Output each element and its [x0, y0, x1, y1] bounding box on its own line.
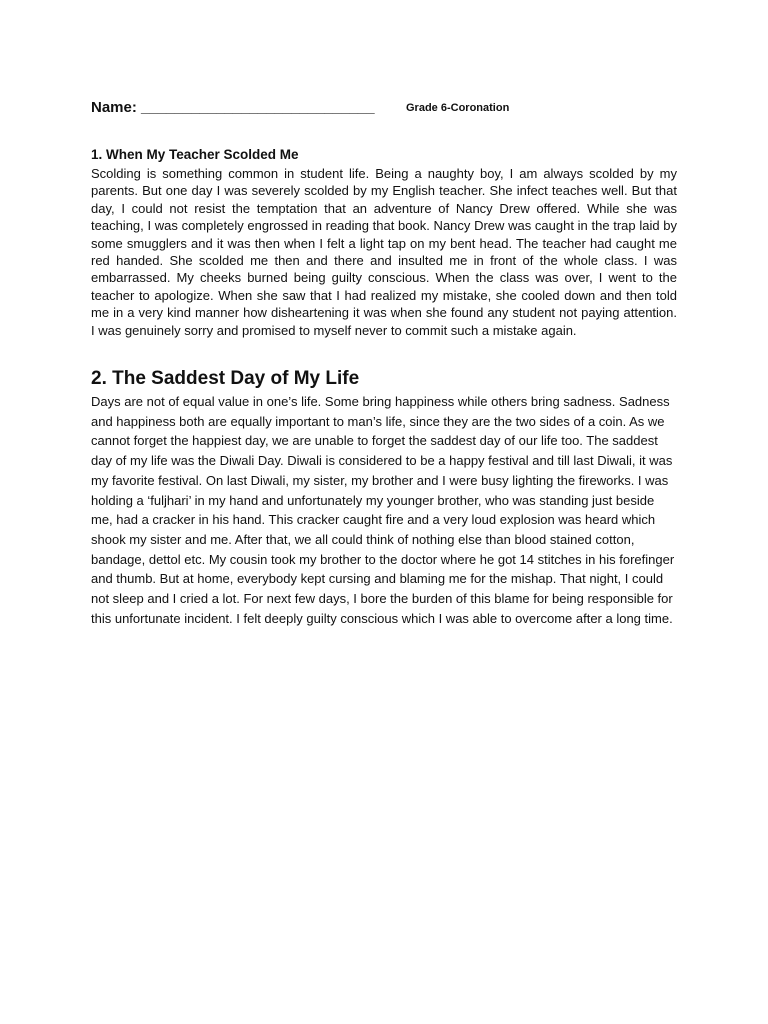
essay-section-2: [91, 367, 677, 628]
grade-label: Grade 6-Coronation: [406, 102, 510, 114]
name-field-label: Name: ____________________________: [91, 99, 375, 116]
essay-section-1: [91, 146, 677, 339]
essay-1-body: Scolding is something common in student life. Being a naughty boy, I am always scolded by my parents. But one day I was severely scolded by my English teacher. She infect teaches well. But that day, I could not resist the temptation that an adventure of Nancy Drew offered. While she was teaching, I was completely engrossed in reading that book. Nancy Drew was caught in the trap laid by some smugglers and it was then when I felt a light tap on my bent head. The teacher had caught me red handed. She scolded me then and there and insulted me in front of the whole class. I was embarrassed. My cheeks burned being guilty conscious. When the class was over, I went to the teacher to apologize. When she saw that I had realized my mistake, she cooled down and then told me in a very kind manner how disheartening it was when she found any student not paying attention. I was genuinely sorry and promised to myself never to commit such a mistake again.: [91, 166, 677, 338]
worksheet-header: [91, 97, 691, 121]
essay-2-title: 2. The Saddest Day of My Life: [91, 368, 360, 389]
essay-2-body: Days are not of equal value in one’s life. Some bring happiness while others bring sadness. Sadness and happiness both are equally important to man’s life, since they are the two sides of a coin. As we cannot forget the happiest day, we are unable to forget the saddest day of our life too. The saddest day of my life was the Diwali Day. Diwali is considered to be a happy festival and till last Diwali, it was my favorite festival. On last Diwali, my sister, my brother and I were busy lighting the fireworks. I was holding a ‘fuljhari’ in my hand and unfortunately my younger brother, who was standing just beside me, had a cracker in his hand. This cracker caught fire and a very loud explosion was heard which shook my sister and me. After that, we all could think of nothing else than blood stained cotton, bandage, dettol etc. My cousin took my brother to the doctor where he got 14 stitches in his forefinger and thumb. But at home, everybody kept cursing and blaming me for the mishap. That night, I could not sleep and I cried a lot. For next few days, I bore the burden of this blame for being responsible for this unfortunate incident. I felt deeply guilty conscious which I was able to overcome after a long time.: [91, 394, 675, 626]
essay-1-title: 1. When My Teacher Scolded Me: [91, 147, 299, 162]
